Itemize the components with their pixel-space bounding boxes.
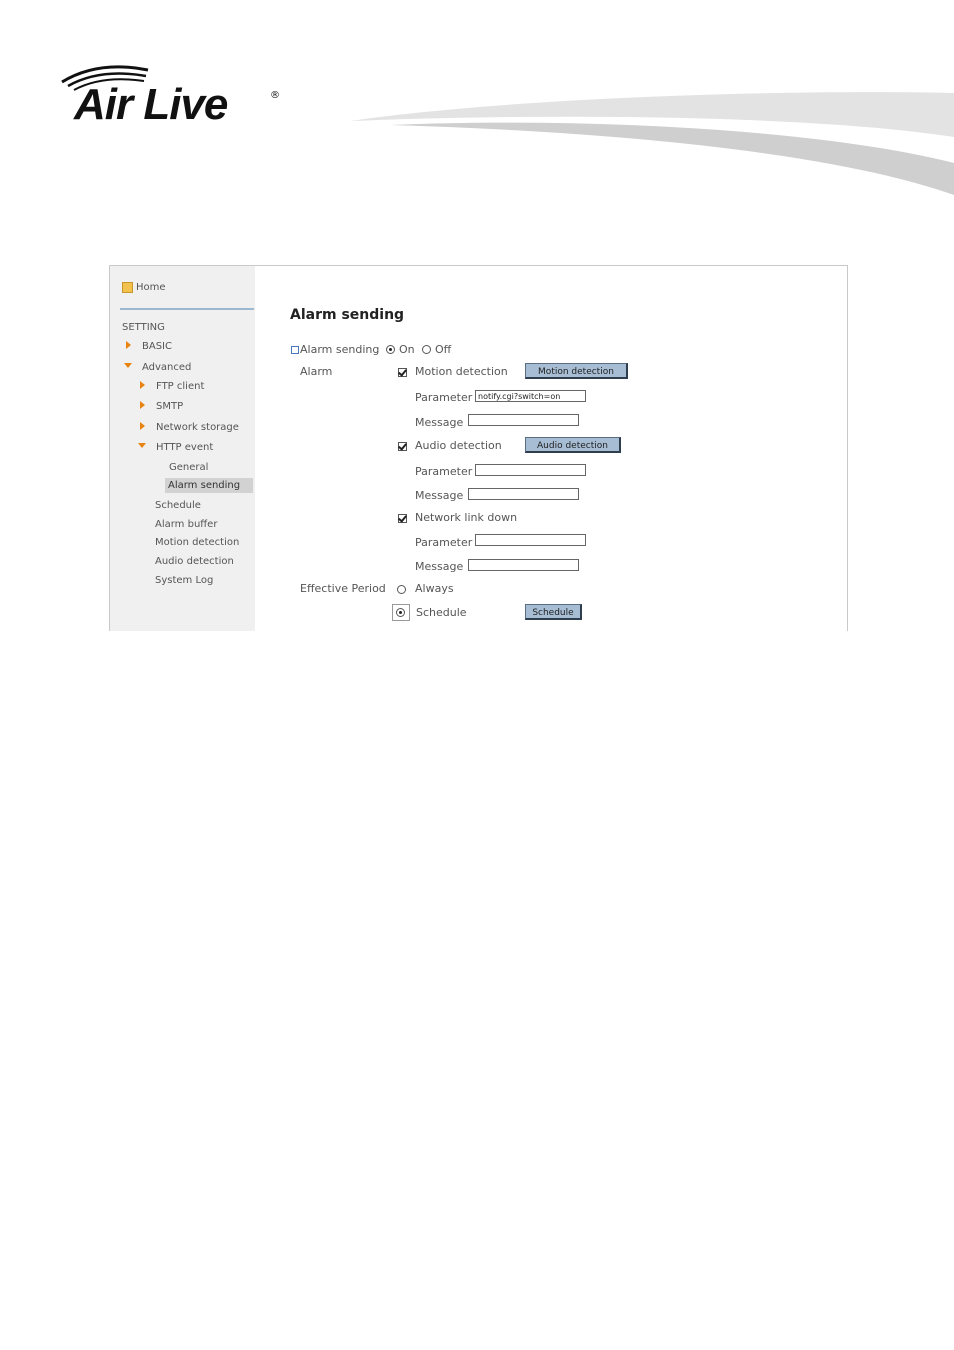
alarm-on-label: On <box>399 343 415 356</box>
sidebar-divider <box>120 308 254 310</box>
sidebar <box>110 266 255 631</box>
logo-text: Air Live <box>74 80 228 129</box>
network-message-label: Message <box>415 560 464 573</box>
sidebar-item-http-event[interactable]: HTTP event <box>138 442 213 453</box>
sidebar-item-smtp[interactable]: SMTP <box>140 401 183 412</box>
sidebar-home[interactable] <box>122 282 166 293</box>
sidebar-item-audio-detection[interactable]: Audio detection <box>155 556 234 567</box>
sidebar-item-basic[interactable]: BASIC <box>126 341 172 352</box>
sidebar-item-motion-detection[interactable]: Motion detection <box>155 537 240 548</box>
bullet-icon <box>291 346 299 354</box>
network-parameter-input[interactable] <box>475 534 586 546</box>
alarm-off-label: Off <box>435 343 452 356</box>
home-icon <box>122 282 133 293</box>
alarm-sending-label: Alarm sending <box>300 343 380 356</box>
alarm-label: Alarm <box>300 365 333 378</box>
registered-mark: ® <box>270 90 280 101</box>
audio-detection-checkbox[interactable] <box>398 442 407 451</box>
period-schedule-label: Schedule <box>416 606 467 619</box>
audio-parameter-input[interactable] <box>475 464 586 476</box>
schedule-button[interactable]: Schedule <box>525 604 582 620</box>
period-always-label: Always <box>415 582 454 595</box>
audio-message-input[interactable] <box>468 488 579 500</box>
sidebar-item-advanced[interactable]: Advanced <box>124 362 191 373</box>
motion-parameter-input[interactable] <box>475 390 586 402</box>
home-label: Home <box>136 282 166 293</box>
collapse-arrow-icon <box>138 443 146 448</box>
expand-arrow-icon <box>126 341 131 349</box>
alarm-off-radio[interactable] <box>422 345 431 354</box>
expand-arrow-icon <box>140 422 145 430</box>
expand-arrow-icon <box>140 381 145 389</box>
sidebar-item-alarm-sending[interactable]: Alarm sending <box>165 478 253 493</box>
main-panel <box>255 266 847 631</box>
expand-arrow-icon <box>140 401 145 409</box>
sidebar-item-network-storage[interactable]: Network storage <box>140 422 239 433</box>
motion-detection-button[interactable]: Motion detection <box>525 363 628 379</box>
period-schedule-radio-focus[interactable] <box>392 604 410 621</box>
audio-message-label: Message <box>415 489 464 502</box>
network-parameter-label: Parameter <box>415 536 473 549</box>
network-link-down-checkbox[interactable] <box>398 514 407 523</box>
sidebar-item-general[interactable]: General <box>169 462 209 473</box>
motion-message-label: Message <box>415 416 464 429</box>
period-schedule-radio[interactable] <box>396 608 405 617</box>
sidebar-item-alarm-buffer[interactable]: Alarm buffer <box>155 519 218 530</box>
sidebar-section-setting: SETTING <box>122 322 165 333</box>
motion-detection-label: Motion detection <box>415 365 508 378</box>
audio-detection-button[interactable]: Audio detection <box>525 437 621 453</box>
network-message-input[interactable] <box>468 559 579 571</box>
motion-detection-checkbox[interactable] <box>398 368 407 377</box>
airlive-logo <box>58 62 288 132</box>
page-title: Alarm sending <box>290 307 405 323</box>
header-swoosh-graphic <box>350 85 954 200</box>
sidebar-item-system-log[interactable]: System Log <box>155 575 214 586</box>
network-link-down-label: Network link down <box>415 511 518 524</box>
audio-detection-label: Audio detection <box>415 439 502 452</box>
alarm-on-radio[interactable] <box>386 345 395 354</box>
motion-message-input[interactable] <box>468 414 579 426</box>
collapse-arrow-icon <box>124 363 132 368</box>
effective-period-label: Effective Period <box>300 582 386 595</box>
audio-parameter-label: Parameter <box>415 465 473 478</box>
settings-window <box>109 265 848 631</box>
motion-parameter-label: Parameter <box>415 391 473 404</box>
sidebar-item-ftp-client[interactable]: FTP client <box>140 381 204 392</box>
sidebar-item-schedule[interactable]: Schedule <box>155 500 201 511</box>
period-always-radio[interactable] <box>397 585 406 594</box>
